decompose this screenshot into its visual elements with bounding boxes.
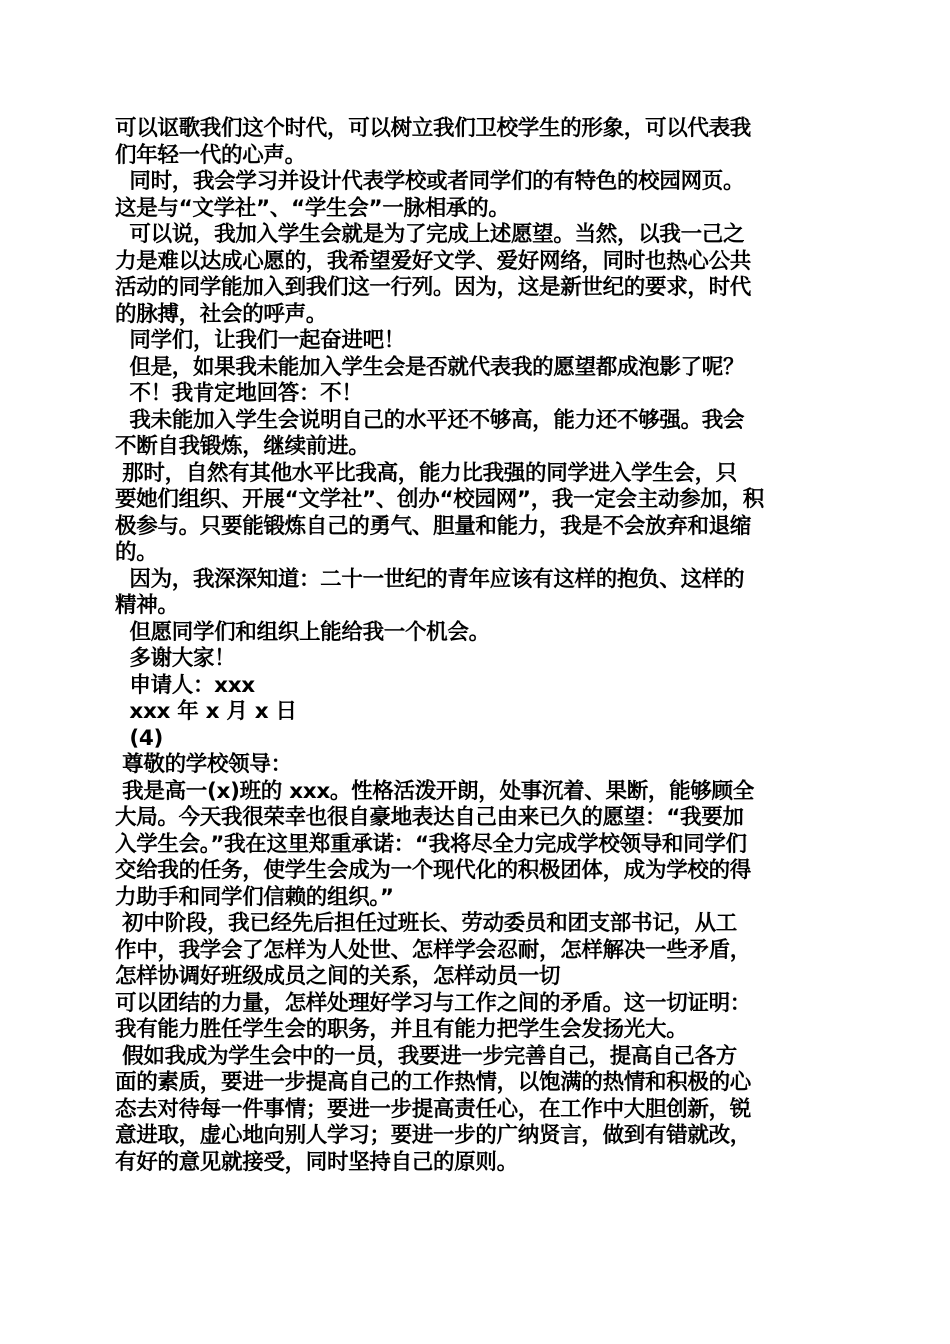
text-line: 们年轻一代的心声。 xyxy=(115,142,306,168)
text-line: 精神。 xyxy=(115,593,179,618)
text-line: 意进取，虚心地向别人学习；要进一步的广纳贤言，做到有错就改， xyxy=(115,1123,752,1148)
text-line: 多谢大家！ xyxy=(115,646,236,671)
text-line: 有好的意见就接受，同时坚持自己的原则。 xyxy=(115,1149,518,1175)
text-line: 那时，自然有其他水平比我高，能力比我强的同学进入学生会，只 xyxy=(115,460,737,486)
text-line: 可以说，我加入学生会就是为了完成上述愿望。当然，以我一己之 xyxy=(115,222,745,247)
text-line: 但是，如果我未能加入学生会是否就代表我的愿望都成泡影了呢？ xyxy=(115,354,745,380)
text-line: 可以讴歌我们这个时代，可以树立我们卫校学生的形象，可以代表我 xyxy=(115,116,752,141)
text-line: 初中阶段，我已经先后担任过班长、劳动委员和团支部书记，从工 xyxy=(115,911,737,936)
text-line: 的脉搏，社会的呼声。 xyxy=(115,301,328,327)
text-line: 我是高一(x)班的 xxx。性格活泼开朗，处事沉着、果断，能够顾全 xyxy=(115,778,754,804)
text-line: 的。 xyxy=(115,540,158,565)
text-line: 极参与。只要能锻炼自己的勇气、胆量和能力，我是不会放弃和退缩 xyxy=(115,513,752,539)
text-line: 态去对待每一件事情；要进一步提高责任心，在工作中大胆创新，锐 xyxy=(115,1096,752,1122)
text-line: 但愿同学们和组织上能给我一个机会。 xyxy=(115,619,490,645)
text-line: 同时，我会学习并设计代表学校或者同学们的有特色的校园网页。 xyxy=(115,169,745,194)
text-line: 怎样协调好班级成员之间的关系，怎样动员一切 xyxy=(115,964,561,989)
text-line: 力是难以达成心愿的，我希望爱好文学、爱好网络，同时也热心公共 xyxy=(115,248,752,274)
text-line: 大局。今天我很荣幸也很自豪地表达自己由来已久的愿望：“我要加 xyxy=(115,805,744,830)
text-line: 活动的同学能加入到我们这一行列。因为，这是新世纪的要求，时代 xyxy=(115,275,752,300)
section-number: (4) xyxy=(115,725,164,751)
text-line: 作中，我学会了怎样为人处世、怎样学会忍耐，怎样解决一些矛盾， xyxy=(115,937,752,963)
salutation: 尊敬的学校领导： xyxy=(115,752,292,777)
date-line: xxx 年 x 月 x 日 xyxy=(115,699,297,724)
text-line: 因为，我深深知道：二十一世纪的青年应该有这样的抱负、这样的 xyxy=(115,566,745,592)
document-body xyxy=(115,116,840,1176)
text-line: 这是与“文学社”、“学生会”一脉相承的。 xyxy=(115,195,510,221)
text-line: 假如我成为学生会中的一员，我要进一步完善自己，提高自己各方 xyxy=(115,1043,737,1069)
text-line: 可以团结的力量，怎样处理好学习与工作之间的矛盾。这一切证明： xyxy=(115,990,752,1016)
text-line: 我有能力胜任学生会的职务，并且有能力把学生会发扬光大。 xyxy=(115,1017,688,1042)
text-line: 我未能加入学生会说明自己的水平还不够高，能力还不够强。我会 xyxy=(115,407,745,433)
text-line: 要她们组织、开展“文学社”、创办“校园网”，我一定会主动参加，积 xyxy=(115,487,764,512)
text-line: 面的素质，要进一步提高自己的工作热情，以饱满的热情和积极的心 xyxy=(115,1070,752,1095)
text-line: 不！我肯定地回答：不！ xyxy=(115,381,363,406)
text-line: 不断自我锻炼，继续前进。 xyxy=(115,434,370,459)
text-line: 入学生会。”我在这里郑重承诺：“我将尽全力完成学校领导和同学们 xyxy=(115,831,747,857)
text-line: 力助手和同学们信赖的组织。” xyxy=(115,884,394,910)
text-line: 同学们，让我们一起奋进吧！ xyxy=(115,328,405,353)
text-line: 交给我的任务，使学生会成为一个现代化的积极团体，成为学校的得 xyxy=(115,858,752,883)
signature-line: 申请人：xxx xyxy=(115,672,255,698)
